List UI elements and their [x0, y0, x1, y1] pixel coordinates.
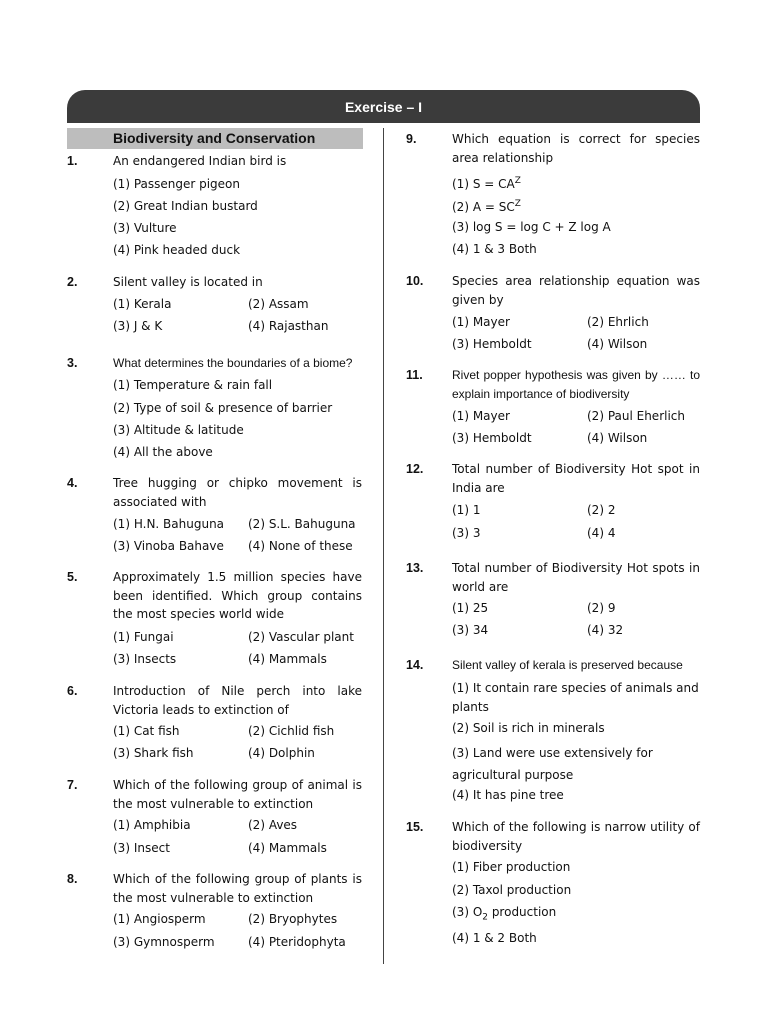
- option-4: (4) Wilson: [587, 431, 648, 445]
- option-2: [452, 195, 521, 217]
- question-number: 13.: [406, 561, 424, 575]
- option-3: (3) Altitude & latitude: [113, 423, 244, 437]
- option-4: (4) Dolphin: [248, 746, 315, 760]
- question-1: [67, 152, 363, 264]
- question-text: Tree hugging or chipko movement is associated with: [113, 476, 362, 509]
- option-1: (1) Amphibia: [113, 818, 191, 832]
- question-number: 11.: [406, 368, 423, 382]
- question-text: Which of the following group of animal is the most vulnerable to extinction: [113, 778, 362, 811]
- option-3: (3) Gymnosperm: [113, 935, 215, 949]
- question-text: Silent valley of kerala is preserved because: [452, 658, 683, 672]
- option-4: (4) It has pine tree: [452, 788, 564, 802]
- option-4: (4) Pink headed duck: [113, 243, 241, 257]
- question-number: 14.: [406, 658, 424, 672]
- option-3: (3) Insect: [113, 841, 170, 855]
- question-text: Which of the following group of plants is the most vulnerable to extinction: [113, 872, 362, 905]
- option-4: (4) All the above: [113, 445, 213, 459]
- option-3: (3) J & K: [113, 319, 163, 333]
- option-3: (3) Insects: [113, 652, 177, 666]
- question-text: Total number of Biodiversity Hot spot in India are: [452, 462, 700, 495]
- option-1-text: (1) S = CA: [452, 177, 515, 191]
- option-1: (1) 1: [452, 503, 481, 517]
- option-4: (4) Wilson: [587, 337, 648, 351]
- option-3-suffix: production: [488, 905, 557, 919]
- option-2: (2) 2: [587, 503, 616, 517]
- option-2: (2) S.L. Bahuguna: [248, 517, 356, 531]
- question-text: Approximately 1.5 million species have been identified. Which group contains the most species world wide: [113, 570, 362, 621]
- question-11: [406, 366, 701, 450]
- option-3: (3) Shark fish: [113, 746, 194, 760]
- option-2: (2) Soil is rich in minerals: [452, 721, 605, 735]
- option-2: (2) 9: [587, 601, 616, 615]
- question-10: [406, 272, 701, 356]
- question-3: [67, 354, 363, 466]
- question-number: 10.: [406, 274, 424, 288]
- question-number: 3.: [67, 356, 78, 370]
- question-text: Species area relationship equation was given by: [452, 274, 700, 307]
- exercise-header-banner: [67, 90, 700, 123]
- question-8: [67, 870, 363, 954]
- subscript-2: 2: [482, 912, 488, 923]
- question-number: 8.: [67, 872, 78, 886]
- option-3: (3) Land were use extensively for agricultural purpose: [452, 746, 653, 782]
- exercise-title: Exercise – I: [344, 98, 423, 115]
- option-3: (3) Vulture: [113, 221, 177, 235]
- option-4: (4) 4: [587, 526, 616, 540]
- option-1: (1) Mayer: [452, 315, 510, 329]
- option-2: (2) Aves: [248, 818, 298, 832]
- option-2: (2) Assam: [248, 297, 309, 311]
- question-number: 1.: [67, 154, 78, 168]
- option-4: (4) 1 & 2 Both: [452, 931, 537, 945]
- question-number: 2.: [67, 275, 78, 289]
- question-number: 12.: [406, 462, 424, 476]
- question-number: 7.: [67, 778, 78, 792]
- question-12: [406, 460, 701, 544]
- option-2: (2) Type of soil & presence of barrier: [113, 401, 333, 415]
- question-2: [67, 273, 363, 339]
- option-2: (2) Paul Eherlich: [587, 409, 685, 423]
- question-9: [406, 130, 701, 260]
- option-2: (2) Great Indian bustard: [113, 199, 258, 213]
- question-13: [406, 559, 701, 643]
- question-text: Rivet popper hypothesis was given by …… to explain importance of biodiversity: [452, 368, 700, 401]
- question-number: 4.: [67, 476, 78, 490]
- column-divider: [383, 128, 384, 964]
- option-3: (3) Hemboldt: [452, 337, 532, 351]
- option-3: [452, 903, 556, 927]
- option-3: (3) Hemboldt: [452, 431, 532, 445]
- option-4: (4) Mammals: [248, 652, 327, 666]
- question-number: 9.: [406, 132, 417, 146]
- option-2: (2) Bryophytes: [248, 912, 338, 926]
- option-1: (1) H.N. Bahuguna: [113, 517, 225, 531]
- option-1: (1) Kerala: [113, 297, 172, 311]
- option-1: (1) Passenger pigeon: [113, 177, 241, 191]
- question-6: [67, 682, 363, 766]
- option-4: (4) 1 & 3 Both: [452, 242, 537, 256]
- question-4: [67, 474, 363, 558]
- question-text: Introduction of Nile perch into lake Victoria leads to extinction of: [113, 684, 362, 717]
- option-2-text: (2) A = SC: [452, 200, 515, 214]
- question-text: An endangered Indian bird is: [113, 154, 287, 168]
- option-3: (3) log S = log C + Z log A: [452, 220, 611, 234]
- question-14: [406, 656, 701, 806]
- option-2: (2) Ehrlich: [587, 315, 649, 329]
- option-4: (4) Mammals: [248, 841, 327, 855]
- question-7: [67, 776, 363, 860]
- exponent-z: Z: [514, 176, 521, 186]
- option-2: (2) Cichlid fish: [248, 724, 335, 738]
- option-1: (1) It contain rare species of animals and plants: [452, 681, 699, 714]
- question-text: Which equation is correct for species area relationship: [452, 132, 700, 165]
- question-text: Total number of Biodiversity Hot spots in world are: [452, 561, 700, 594]
- question-15: [406, 818, 701, 948]
- option-3: (3) Vinoba Bahave: [113, 539, 224, 553]
- question-number: 15.: [406, 820, 424, 834]
- option-4: (4) Pteridophyta: [248, 935, 346, 949]
- question-text: What determines the boundaries of a biome?: [113, 356, 353, 370]
- option-4: (4) None of these: [248, 539, 353, 553]
- option-1: (1) Fungai: [113, 630, 174, 644]
- option-1: (1) Temperature & rain fall: [113, 378, 273, 392]
- question-text: Silent valley is located in: [113, 275, 263, 289]
- option-1: [452, 172, 521, 194]
- question-text: Which of the following is narrow utility of biodiversity: [452, 820, 700, 853]
- option-3-text: (3) O: [452, 905, 483, 919]
- option-3: (3) 34: [452, 623, 489, 637]
- exponent-z: Z: [514, 199, 521, 209]
- question-5: [67, 568, 363, 670]
- option-1: (1) Cat fish: [113, 724, 180, 738]
- option-1: (1) Fiber production: [452, 860, 571, 874]
- section-heading: Biodiversity and Conservation: [67, 128, 363, 149]
- option-1: (1) Angiosperm: [113, 912, 206, 926]
- option-4: (4) Rajasthan: [248, 319, 329, 333]
- option-1: (1) 25: [452, 601, 489, 615]
- option-4: (4) 32: [587, 623, 624, 637]
- option-2: (2) Vascular plant: [248, 630, 354, 644]
- option-3: (3) 3: [452, 526, 481, 540]
- option-1: (1) Mayer: [452, 409, 510, 423]
- question-number: 6.: [67, 684, 78, 698]
- question-number: 5.: [67, 570, 78, 584]
- option-2: (2) Taxol production: [452, 883, 572, 897]
